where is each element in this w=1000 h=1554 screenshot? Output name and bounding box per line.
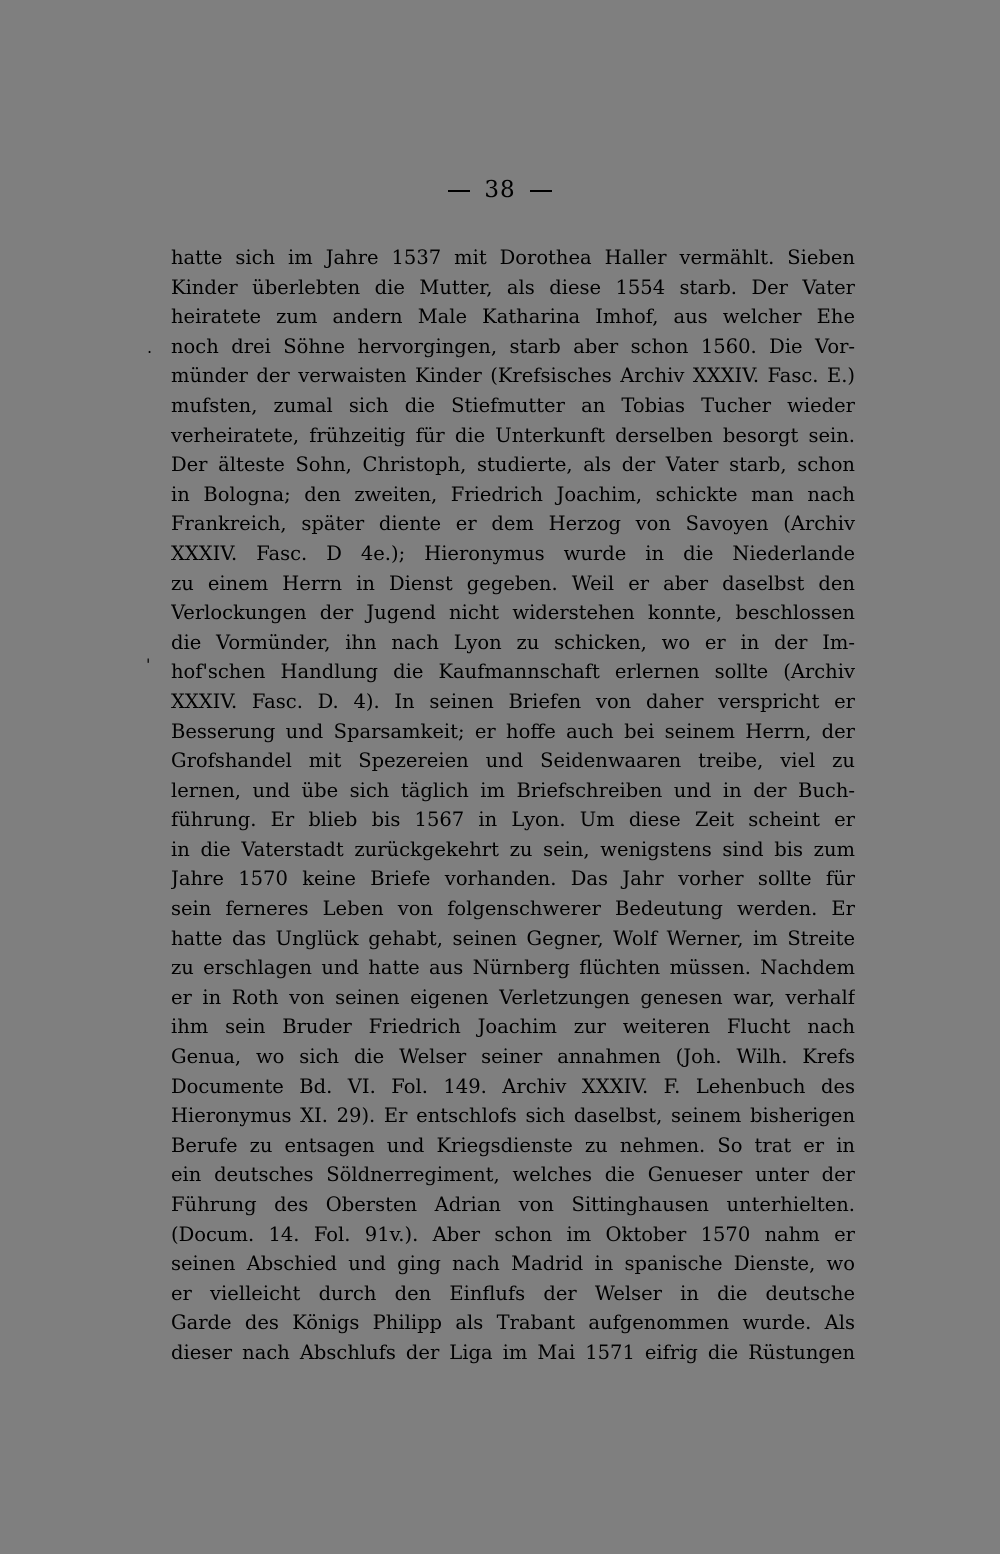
- text-line: zu einem Herrn in Dienst gegeben. Weil er aber daselbst den: [171, 571, 855, 595]
- text-line: Besserung und Sparsamkeit; er hoffe auch bei seinem Herrn, der: [171, 719, 855, 743]
- margin-speck: .: [147, 338, 153, 357]
- text-line: XXXIV. Fasc. D 4e.); Hieronymus wurde in die Niederlande: [171, 541, 855, 565]
- text-line: münder der verwaisten Kinder (Krefsisches Archiv XXXIV. Fasc. E.): [171, 364, 855, 388]
- text-line: noch drei Söhne hervorgingen, starb aber schon 1560. Die Vor-: [171, 334, 855, 358]
- text-line: mufsten, zumal sich die Stiefmutter an Tobias Tucher wieder: [171, 393, 855, 417]
- text-line: zu erschlagen und hatte aus Nürnberg flüchten müssen. Nachdem: [171, 956, 855, 980]
- text-line: Jahre 1570 keine Briefe vorhanden. Das Jahr vorher sollte für: [171, 867, 855, 891]
- text-line: lernen, und übe sich täglich im Briefschreiben und in der Buch-: [171, 778, 855, 802]
- text-line: hof'schen Handlung die Kaufmannschaft erlernen sollte (Archiv: [171, 660, 855, 684]
- text-line: ihm sein Bruder Friedrich Joachim zur weiteren Flucht nach: [171, 1015, 855, 1039]
- text-line: Berufe zu entsagen und Kriegsdienste zu nehmen. So trat er in: [171, 1133, 855, 1157]
- page-number: [0, 177, 1000, 203]
- text-line: in die Vaterstadt zurückgekehrt zu sein, wenigstens sind bis zum: [171, 837, 855, 861]
- text-line: Verlockungen der Jugend nicht widerstehen konnte, beschlossen: [171, 601, 855, 625]
- text-line: in Bologna; den zweiten, Friedrich Joachim, schickte man nach: [171, 482, 855, 506]
- text-line: seinen Abschied und ging nach Madrid in spanische Dienste, wo: [171, 1252, 855, 1276]
- text-line: Grofshandel mit Spezereien und Seidenwaaren treibe, viel zu: [171, 749, 855, 773]
- text-line: hatte das Unglück gehabt, seinen Gegner, Wolf Werner, im Streite: [171, 926, 855, 950]
- text-line: Hieronymus XI. 29). Er entschlofs sich daselbst, seinem bisherigen: [171, 1104, 855, 1128]
- text-line: ein deutsches Söldnerregiment, welches die Genueser unter der: [171, 1163, 855, 1187]
- text-line: XXXIV. Fasc. D. 4). In seinen Briefen von daher verspricht er: [171, 689, 855, 713]
- text-line: Frankreich, später diente er dem Herzog von Savoyen (Archiv: [171, 512, 855, 536]
- text-line: er vielleicht durch den Einflufs der Welser in die deutsche: [171, 1281, 855, 1305]
- text-line: hatte sich im Jahre 1537 mit Dorothea Haller vermählt. Sieben: [171, 246, 855, 269]
- text-line: Führung des Obersten Adrian von Sittinghausen unterhielten.: [171, 1193, 855, 1216]
- text-line: Garde des Königs Philipp als Trabant aufgenommen wurde. Als: [171, 1311, 855, 1335]
- text-line: Genua, wo sich die Welser seiner annahmen (Joh. Wilh. Krefs: [171, 1045, 855, 1069]
- text-line: führung. Er blieb bis 1567 in Lyon. Um diese Zeit scheint er: [171, 808, 855, 832]
- page-number-dash-left: [448, 190, 470, 192]
- text-line: heiratete zum andern Male Katharina Imhof, aus welcher Ehe: [171, 305, 855, 329]
- text-line: (Docum. 14. Fol. 91v.). Aber schon im Oktober 1570 nahm er: [171, 1222, 855, 1246]
- text-line: er in Roth von seinen eigenen Verletzungen genesen war, verhalf: [171, 985, 855, 1009]
- page-number-text: 38: [484, 177, 516, 203]
- text-line: Documente Bd. VI. Fol. 149. Archiv XXXIV. F. Lehenbuch des: [171, 1074, 855, 1098]
- text-line: Kinder überlebten die Mutter, als diese 1554 starb. Der Vater: [171, 275, 855, 299]
- text-line: dieser nach Abschlufs der Liga im Mai 1571 eifrig die Rüstungen: [171, 1340, 855, 1364]
- text-line: Der älteste Sohn, Christoph, studierte, als der Vater starb, schon: [171, 453, 855, 477]
- margin-tick: ': [146, 655, 151, 674]
- text-line: sein ferneres Leben von folgenschwerer Bedeutung werden. Er: [171, 897, 855, 921]
- body-text: [171, 243, 855, 1368]
- text-line: die Vormünder, ihn nach Lyon zu schicken, wo er in der Im-: [171, 630, 855, 654]
- text-line: verheiratete, frühzeitig für die Unterkunft derselben besorgt sein.: [171, 423, 855, 447]
- page-number-dash-right: [530, 190, 552, 192]
